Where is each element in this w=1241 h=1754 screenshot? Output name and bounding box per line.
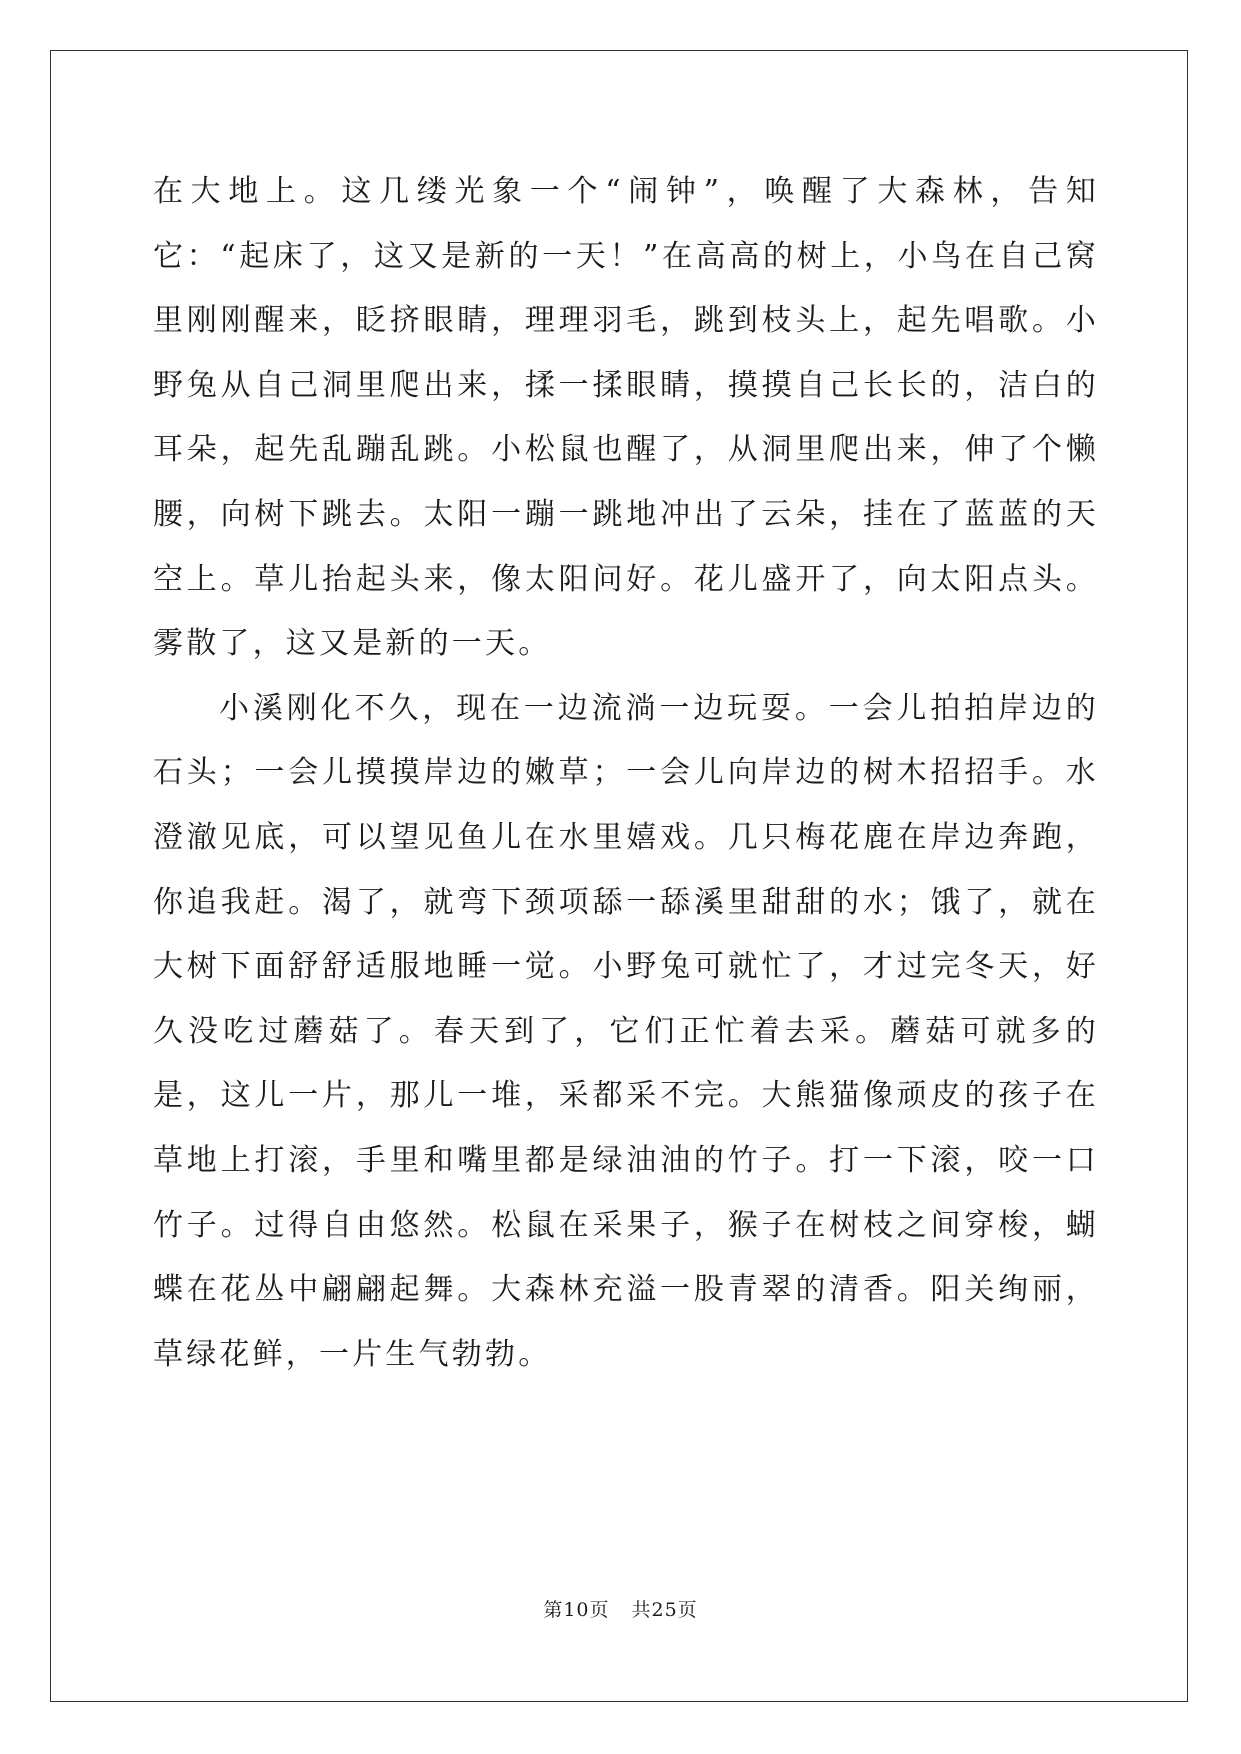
page-footer	[0, 1595, 1241, 1622]
page-total: 共25页	[631, 1599, 698, 1621]
document-body	[153, 160, 1099, 1387]
paragraph-2: 小溪刚化不久，现在一边流淌一边玩耍。一会儿拍拍岸边的石头；一会儿摸摸岸边的嫩草；一会儿向岸边的树木招招手。水澄澈见底，可以望见鱼儿在水里嬉戏。几只梅花鹿在岸边奔跑，你追我赶。渴了，就弯下颈项舔一舔溪里甜甜的水；饿了，就在大树下面舒舒适服地睡一觉。小野兔可就忙了，才过完冬天，好久没吃过蘑菇了。春天到了，它们正忙着去采。蘑菇可就多的是，这儿一片，那儿一堆，采都采不完。大熊猫像顽皮的孩子在草地上打滚，手里和嘴里都是绿油油的竹子。打一下滚，咬一口竹子。过得自由悠然。松鼠在采果子，猴子在树枝之间穿梭，蝴蝶在花丛中翩翩起舞。大森林充溢一股青翠的清香。阳关绚丽，草绿花鲜，一片生气勃勃。	[153, 690, 1099, 1372]
page-number: 第10页	[543, 1599, 610, 1621]
paragraph-1: 在大地上。这几缕光象一个“闹钟”，唤醒了大森林，告知它：“起床了，这又是新的一天！”在高高的树上，小鸟在自己窝里刚刚醒来，眨挤眼睛，理理羽毛，跳到枝头上，起先唱歌。小野兔从自己洞里爬出来，揉一揉眼睛，摸摸自己长长的，洁白的耳朵，起先乱蹦乱跳。小松鼠也醒了，从洞里爬出来，伸了个懒腰，向树下跳去。太阳一蹦一跳地冲出了云朵，挂在了蓝蓝的天空上。草儿抬起头来，像太阳问好。花儿盛开了，向太阳点头。雾散了，这又是新的一天。	[153, 174, 1099, 662]
